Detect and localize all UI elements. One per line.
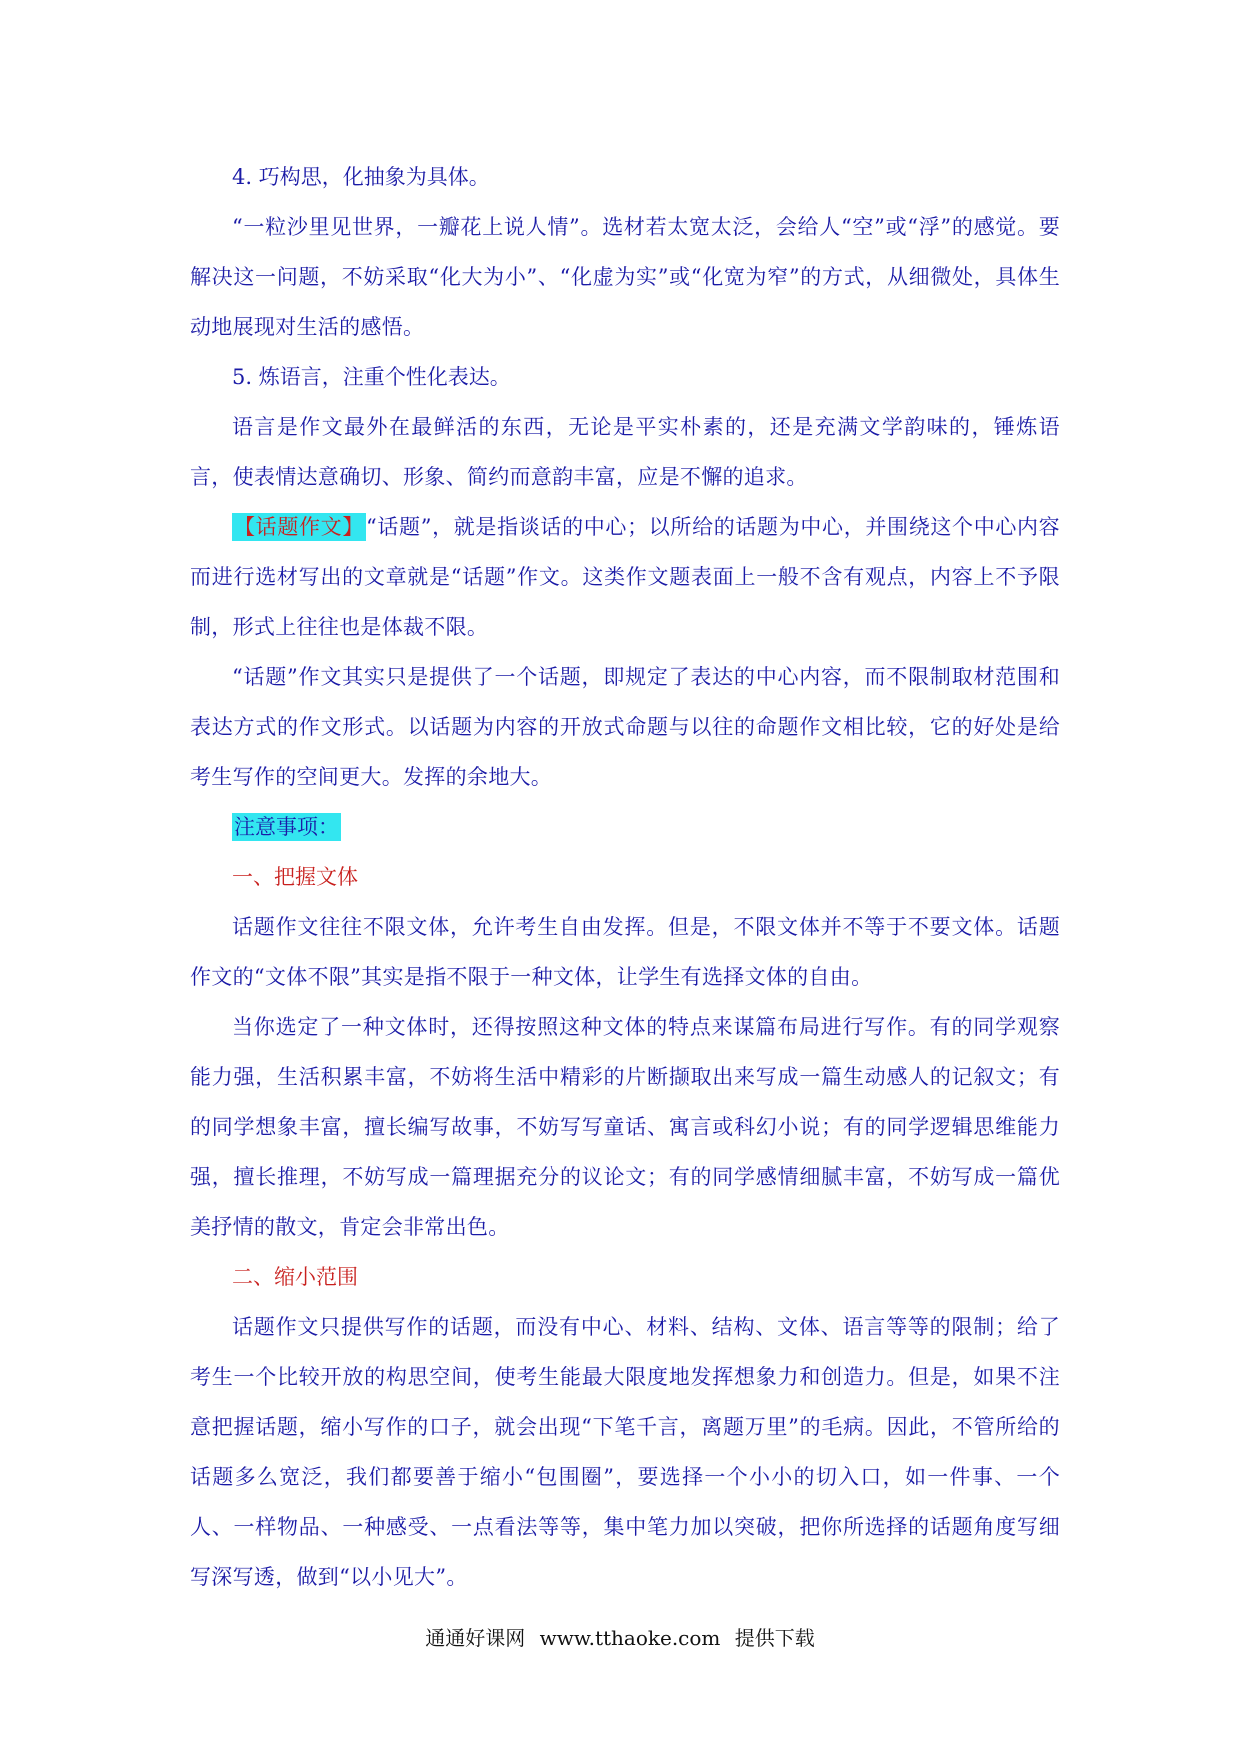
topic-definition-text: “话题”，就是指谈话的中心；以所给的话题为中心，并围绕这个中心内容而进行选材写出的文章就是“话题”作文。这类作文题表面上一般不含有观点，内容上不予限制，形式上往往也是体裁不限。 (190, 515, 1060, 639)
section-4-heading: 4. 巧构思，化抽象为具体。 (232, 165, 490, 189)
document-body (190, 152, 1060, 1602)
topic-label-highlight: 【话题作文】 (234, 515, 364, 539)
topic-explanation-paragraph: “话题”作文其实只是提供了一个话题，即规定了表达的中心内容，而不限制取材范围和表达方式的作文形式。以话题为内容的开放式命题与以往的命题作文相比较，它的好处是给考生写作的空间更大。发挥的余地大。 (190, 665, 1060, 789)
note-1-paragraph-2: 当你选定了一种文体时，还得按照这种文体的特点来谋篇布局进行写作。有的同学观察能力强，生活积累丰富，不妨将生活中精彩的片断撷取出来写成一篇生动感人的记叙文；有的同学想象丰富，擅长编写故事，不妨写写童话、寓言或科幻小说；有的同学逻辑思维能力强，擅长推理，不妨写成一篇理据充分的议论文；有的同学感情细腻丰富，不妨写成一篇优美抒情的散文，肯定会非常出色。 (190, 1015, 1060, 1239)
notes-label-line (190, 802, 1060, 852)
footer-site-name: 通通好课网 (425, 1626, 526, 1650)
notes-label-highlight: 注意事项： (234, 815, 339, 839)
section-5-heading: 5. 炼语言，注重个性化表达。 (232, 365, 511, 389)
topic-definition-paragraph (190, 502, 1060, 652)
note-1-paragraph-1: 话题作文往往不限文体，允许考生自由发挥。但是，不限文体并不等于不要文体。话题作文的“文体不限”其实是指不限于一种文体，让学生有选择文体的自由。 (190, 915, 1060, 989)
page-footer (0, 1622, 1240, 1651)
note-2-heading: 二、缩小范围 (232, 1265, 358, 1289)
section-5-paragraph: 语言是作文最外在最鲜活的东西，无论是平实朴素的，还是充满文学韵味的，锤炼语言，使表情达意确切、形象、简约而意韵丰富，应是不懈的追求。 (190, 415, 1060, 489)
note-1-heading: 一、把握文体 (232, 865, 358, 889)
note-2-paragraph-1: 话题作文只提供写作的话题，而没有中心、材料、结构、文体、语言等等的限制；给了考生一个比较开放的构思空间，使考生能最大限度地发挥想象力和创造力。但是，如果不注意把握话题，缩小写作的口子，就会出现“下笔千言，离题万里”的毛病。因此，不管所给的话题多么宽泛，我们都要善于缩小“包围圈”，要选择一个小小的切入口，如一件事、一个人、一样物品、一种感受、一点看法等等，集中笔力加以突破，把你所选择的话题角度写细写深写透，做到“以小见大”。 (190, 1315, 1060, 1589)
footer-url[interactable]: www.tthaoke.com (539, 1626, 721, 1650)
section-4-paragraph: “一粒沙里见世界，一瓣花上说人情”。选材若太宽太泛，会给人“空”或“浮”的感觉。要解决这一问题，不妨采取“化大为小”、“化虚为实”或“化宽为窄”的方式，从细微处，具体生动地展现对生活的感悟。 (190, 215, 1060, 339)
footer-suffix: 提供下载 (734, 1626, 815, 1650)
